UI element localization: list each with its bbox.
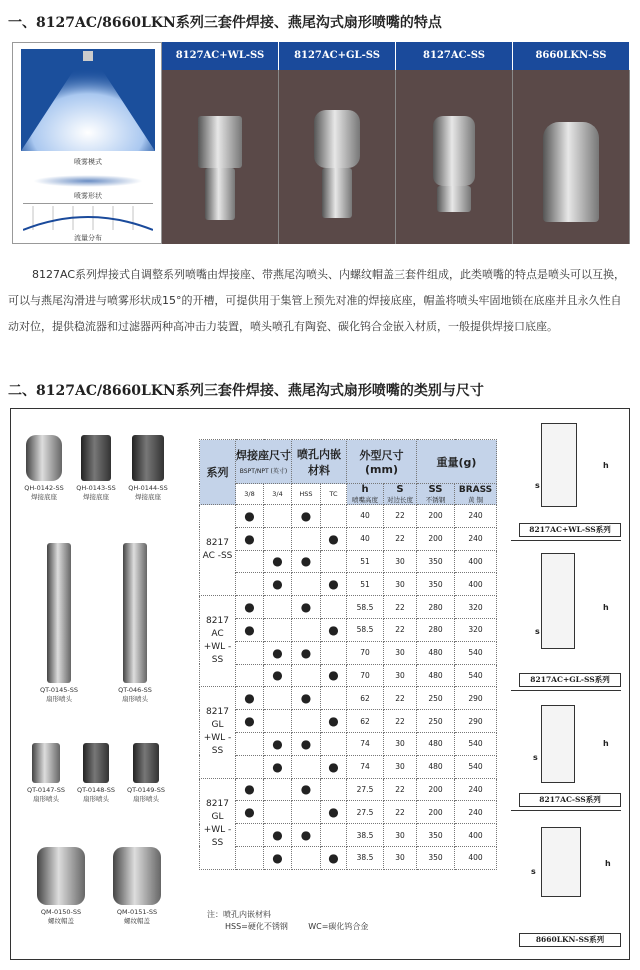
cell-brass: 290: [455, 710, 497, 733]
cell-b34: [264, 778, 292, 801]
cell-s: 30: [384, 664, 417, 687]
cell-tc: [321, 550, 347, 573]
cell-tc: ●: [321, 573, 347, 596]
cell-b34: ●: [264, 641, 292, 664]
cell-h: 58.5: [347, 596, 384, 619]
cell-hss: [292, 801, 321, 824]
cell-b38: [236, 846, 264, 869]
cell-hss: [292, 618, 321, 641]
cell-h: 74: [347, 732, 384, 755]
cell-h: 70: [347, 641, 384, 664]
cell-b34: ●: [264, 664, 292, 687]
cell-h: 27.5: [347, 778, 384, 801]
cell-tc: [321, 778, 347, 801]
table-row: [200, 573, 497, 596]
cell-hss: [292, 664, 321, 687]
drawing-wl: [541, 423, 577, 507]
cell-h: 74: [347, 755, 384, 778]
cell-b34: ●: [264, 550, 292, 573]
cell-h: 38.5: [347, 824, 384, 847]
col-base: 焊接座尺寸 BSPT/NPT (英寸): [236, 440, 292, 484]
cell-hss: [292, 527, 321, 550]
features-panel: [12, 42, 630, 244]
col-series: 系列: [200, 440, 236, 505]
part-qt0145: QT-0145-SS 扇形喷头: [29, 543, 89, 704]
series-cell: 8217 GL +WL -SS: [200, 687, 236, 778]
part-qt0147: QT-0147-SS 扇形喷头: [21, 743, 71, 804]
cell-brass: 320: [455, 618, 497, 641]
cell-tc: [321, 505, 347, 528]
table-row: [200, 664, 497, 687]
table-row: [200, 732, 497, 755]
drawing-ac: [541, 705, 575, 783]
cell-hss: [292, 710, 321, 733]
cell-tc: ●: [321, 664, 347, 687]
model-header-2: 8127AC+GL-SS: [279, 42, 396, 70]
cell-tc: [321, 732, 347, 755]
cell-hss: [292, 755, 321, 778]
cell-tc: [321, 596, 347, 619]
spray-info-column: [12, 42, 162, 244]
cell-b38: ●: [236, 710, 264, 733]
table-row: [200, 505, 497, 528]
cell-b34: [264, 710, 292, 733]
heading-features: 一、8127AC/8660LKN系列三套件焊接、燕尾沟式扇形喷嘴的特点: [8, 15, 442, 31]
part-qt0148: QT-0148-SS 扇形喷头: [71, 743, 121, 804]
cell-b34: ●: [264, 824, 292, 847]
cell-b38: [236, 755, 264, 778]
cell-b34: [264, 618, 292, 641]
flow-distribution-chart: [23, 203, 153, 231]
cell-tc: ●: [321, 710, 347, 733]
part-qh0142: QH-0142-SS 焊接底座: [19, 435, 69, 502]
model-header-1: 8127AC+WL-SS: [162, 42, 279, 70]
cell-b34: ●: [264, 755, 292, 778]
cell-s: 22: [384, 710, 417, 733]
cell-h: 62: [347, 710, 384, 733]
cell-s: 22: [384, 687, 417, 710]
table-row: [200, 550, 497, 573]
cell-h: 40: [347, 527, 384, 550]
cell-ss: 350: [417, 573, 455, 596]
cell-brass: 540: [455, 641, 497, 664]
cell-hss: ●: [292, 505, 321, 528]
part-qm0150: QM-0150-SS 螺纹帽盖: [29, 847, 93, 926]
cell-b34: [264, 596, 292, 619]
cell-s: 22: [384, 618, 417, 641]
model-header-4: 8660LKN-SS: [513, 42, 630, 70]
cell-ss: 280: [417, 596, 455, 619]
cell-ss: 250: [417, 687, 455, 710]
drawing-lkn: [541, 827, 581, 897]
cell-h: 27.5: [347, 801, 384, 824]
cell-hss: [292, 573, 321, 596]
cell-hss: ●: [292, 687, 321, 710]
table-row: [200, 710, 497, 733]
cell-b34: [264, 505, 292, 528]
table-row: [200, 801, 497, 824]
cell-s: 30: [384, 573, 417, 596]
model-photo-1: [162, 70, 279, 244]
cell-hss: ●: [292, 550, 321, 573]
cell-s: 30: [384, 824, 417, 847]
cell-b34: [264, 527, 292, 550]
cell-tc: ●: [321, 527, 347, 550]
model-photo-3: [396, 70, 513, 244]
cell-s: 30: [384, 641, 417, 664]
cell-brass: 290: [455, 687, 497, 710]
cell-brass: 240: [455, 527, 497, 550]
cell-ss: 350: [417, 824, 455, 847]
cell-b34: ●: [264, 846, 292, 869]
heading-specs: 二、8127AC/8660LKN系列三套件焊接、燕尾沟式扇形喷嘴的类别与尺寸: [8, 383, 484, 399]
cell-ss: 480: [417, 664, 455, 687]
cell-h: 38.5: [347, 846, 384, 869]
part-qm0151: QM-0151-SS 螺纹帽盖: [105, 847, 169, 926]
flow-distribution-label: 流量分布: [74, 234, 102, 242]
col-insert: 喷孔内嵌材料: [292, 440, 347, 484]
cell-ss: 480: [417, 755, 455, 778]
cell-brass: 320: [455, 596, 497, 619]
model-photo-4: [513, 70, 630, 244]
cell-ss: 250: [417, 710, 455, 733]
table-row: [200, 596, 497, 619]
cell-b38: [236, 664, 264, 687]
cell-b34: ●: [264, 732, 292, 755]
table-row: [200, 846, 497, 869]
cell-b34: [264, 801, 292, 824]
cell-ss: 200: [417, 801, 455, 824]
model-photo-2: [279, 70, 396, 244]
cell-s: 22: [384, 801, 417, 824]
cell-ss: 200: [417, 778, 455, 801]
cell-b34: ●: [264, 573, 292, 596]
cell-tc: [321, 687, 347, 710]
drawing-gl: [541, 553, 575, 649]
cell-s: 30: [384, 550, 417, 573]
cell-s: 30: [384, 732, 417, 755]
table-row: [200, 618, 497, 641]
cell-hss: ●: [292, 732, 321, 755]
cell-s: 30: [384, 755, 417, 778]
diagram-label-wl: 8217AC+WL-SS系列: [519, 523, 621, 537]
cell-brass: 240: [455, 778, 497, 801]
cell-brass: 240: [455, 505, 497, 528]
series-cell: 8217 AC +WL -SS: [200, 596, 236, 687]
cell-tc: [321, 824, 347, 847]
part-qh0143: QH-0143-SS 焊接底座: [71, 435, 121, 502]
table-row: [200, 824, 497, 847]
table-row: [200, 641, 497, 664]
cell-tc: [321, 641, 347, 664]
cell-h: 51: [347, 550, 384, 573]
cell-b38: ●: [236, 527, 264, 550]
cell-b38: [236, 573, 264, 596]
part-qt046: QT-046-SS 扇形喷头: [105, 543, 165, 704]
cell-b38: ●: [236, 687, 264, 710]
cell-b38: [236, 641, 264, 664]
cell-tc: ●: [321, 618, 347, 641]
cell-brass: 540: [455, 732, 497, 755]
cell-hss: [292, 846, 321, 869]
part-qh0144: QH-0144-SS 焊接底座: [123, 435, 173, 502]
cell-ss: 280: [417, 618, 455, 641]
cell-hss: ●: [292, 596, 321, 619]
cell-brass: 400: [455, 846, 497, 869]
cell-brass: 400: [455, 550, 497, 573]
cell-tc: ●: [321, 755, 347, 778]
cell-b38: ●: [236, 596, 264, 619]
cell-brass: 540: [455, 664, 497, 687]
cell-h: 62: [347, 687, 384, 710]
cell-brass: 540: [455, 755, 497, 778]
spray-photo: [21, 49, 155, 151]
diagram-label-lkn: 8660LKN-SS系列: [519, 933, 621, 947]
cell-ss: 480: [417, 641, 455, 664]
cell-b38: ●: [236, 801, 264, 824]
spray-pattern-label: 喷雾模式: [74, 158, 102, 166]
table-row: [200, 778, 497, 801]
model-header-3: 8127AC-SS: [396, 42, 513, 70]
cell-h: 70: [347, 664, 384, 687]
cell-h: 40: [347, 505, 384, 528]
spray-shape-label: 喷雾形状: [74, 192, 102, 200]
series-cell: 8217 AC -SS: [200, 505, 236, 596]
part-qt0149: QT-0149-SS 扇形喷头: [121, 743, 171, 804]
table-row: [200, 527, 497, 550]
cell-ss: 350: [417, 550, 455, 573]
cell-brass: 240: [455, 801, 497, 824]
diagram-label-gl: 8217AC+GL-SS系列: [519, 673, 621, 687]
table-row: [200, 687, 497, 710]
cell-s: 22: [384, 505, 417, 528]
footnote: 注：喷孔内嵌材料 HSS=硬化不锈钢 WC=碳化钨合金: [207, 910, 369, 931]
cell-ss: 350: [417, 846, 455, 869]
cell-tc: ●: [321, 801, 347, 824]
cell-brass: 400: [455, 824, 497, 847]
cell-b38: [236, 550, 264, 573]
cell-b38: ●: [236, 778, 264, 801]
cell-ss: 200: [417, 527, 455, 550]
cell-s: 30: [384, 846, 417, 869]
series-cell: 8217 GL +WL -SS: [200, 778, 236, 869]
cell-h: 51: [347, 573, 384, 596]
cell-s: 22: [384, 596, 417, 619]
specs-panel: QH-0142-SS 焊接底座 QH-0143-SS 焊接底座 QH-0144-SS 焊接底座 QT-0145-SS 扇形喷头 QT-046-SS 扇形喷头 QT-0147-SS 扇形喷头 QT-0148-SS 扇形喷头 QT-0149-SS 扇形喷头 QM-0150-SS 螺纹帽盖 QM-0151-SS 螺纹帽盖 系列 焊接座尺寸 BSPT/NPT (英寸) 喷孔内嵌材料 外型尺寸(mm) 重量(g) 3/8 3/4 HSS TC h 喷嘴高度 S 对边长度 SS 不锈钢 BRASS 黄 铜 8217 AC -SS ● ● 40 22 200 240 ● ● 40 22 200 240 ● ● 51 30 350 400 ● ● 51 30 350 400 8217 AC +WL -SS ● ● 58.5 22 280 320 ● ● 58.5 22 280 320 ● ● 70 30 480 540 ● ● 70 30 480 540 8217 GL +WL -SS ● ● 62 22 250 290 ● ● 62 22 250 290 ● ● 74 30 480 540 ● ● 74 30 480 540 8217 GL +WL -SS ● ● 27.5 22 200 240 ● ● 27.5 22 200 240 ● ● 38.5 30 350 400 ● ● 38.5 30 350 400 注：喷孔内嵌材料 HSS=硬化不锈钢 WC=碳化钨合金 h s 8217AC+WL-SS系列 h s 8217AC+GL-SS系列 h s 8217AC-SS系列 h s 8660LKN-SS系列: [10, 408, 630, 960]
cell-b34: [264, 687, 292, 710]
cell-b38: ●: [236, 505, 264, 528]
cell-tc: ●: [321, 846, 347, 869]
cell-ss: 200: [417, 505, 455, 528]
cell-hss: ●: [292, 778, 321, 801]
cell-s: 22: [384, 527, 417, 550]
diagram-label-ac: 8217AC-SS系列: [519, 793, 621, 807]
cell-b38: [236, 824, 264, 847]
cell-h: 58.5: [347, 618, 384, 641]
col-weight: 重量(g): [417, 440, 497, 484]
specs-table: 系列 焊接座尺寸 BSPT/NPT (英寸) 喷孔内嵌材料 外型尺寸(mm) 重量(g) 3/8 3/4 HSS TC h 喷嘴高度 S 对边长度 SS 不锈钢 BRASS 黄 铜 8217 AC -SS ● ● 40 22 200 240 ● ● 40 22 200 240 ● ● 51 30 350 400 ● ● 51 30 350 400 8217 AC +WL -SS ● ● 58.5 22 280 320 ● ● 58.5 22 280 320 ● ● 70 30 480 540 ● ● 70 30 480 540 8217 GL +WL -SS ● ● 62 22 250 290 ● ● 62 22 250 290 ● ● 74 30 480 540 ● ● 74 30 480 540 8217 GL +WL -SS ● ● 27.5 22 200 240 ● ● 27.5 22 200 240 ● ● 38.5 30 350 400 ● ● 38.5 30 350 400: [199, 439, 497, 870]
table-row: [200, 755, 497, 778]
spray-shape-image: [33, 175, 143, 187]
cell-s: 22: [384, 778, 417, 801]
cell-hss: ●: [292, 824, 321, 847]
col-dims: 外型尺寸(mm): [347, 440, 417, 484]
description-paragraph: 8127AC系列焊接式自调整系列喷嘴由焊接座、带燕尾沟喷头、内螺纹帽盖三套件组成，此类喷嘴的特点是喷头可以互换，可以与燕尾沟滑进与喷雾形状成15°的开槽，可提供用于集管上预先对准的焊接底座，帽盖将喷头牢固地锁在底座并且永久性自动对位，提供稳流器和过滤器两种高冲击力装置，喷头喷孔有陶瓷、碳化钨合金嵌入材质，一般提供焊接口底座。: [8, 268, 626, 333]
cell-ss: 480: [417, 732, 455, 755]
cell-hss: ●: [292, 641, 321, 664]
cell-brass: 400: [455, 573, 497, 596]
cell-b38: ●: [236, 618, 264, 641]
cell-b38: [236, 732, 264, 755]
